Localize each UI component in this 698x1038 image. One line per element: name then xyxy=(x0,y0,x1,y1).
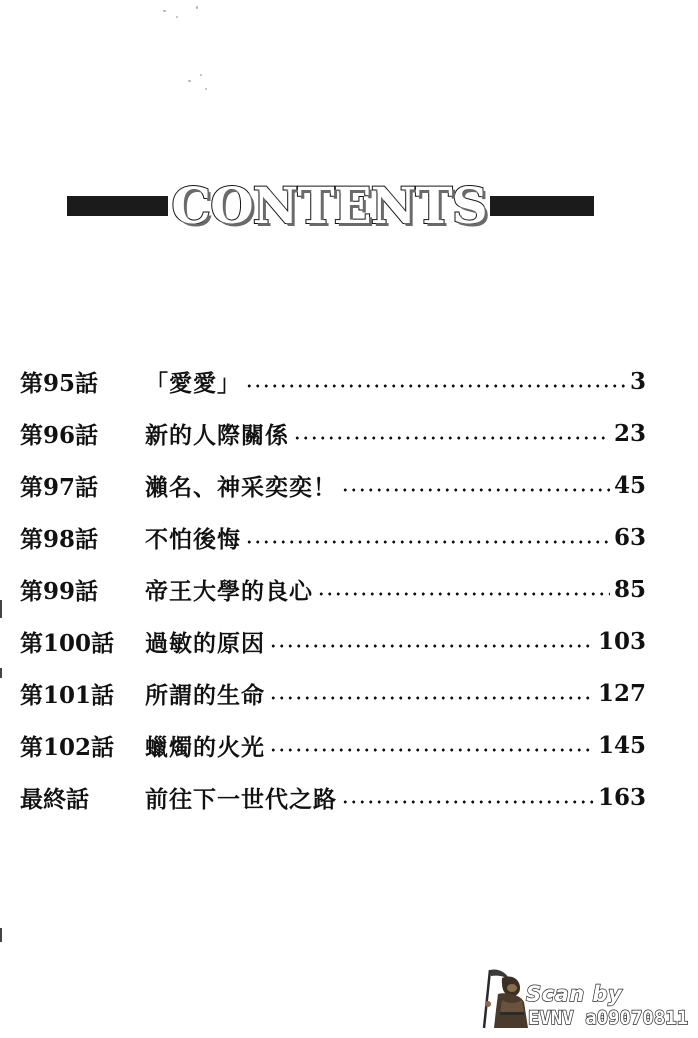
page-number: 145 xyxy=(597,731,646,759)
toc-row xyxy=(20,465,646,505)
toc-row xyxy=(20,621,646,661)
toc-row xyxy=(20,725,646,765)
chapter-title: 新的人際關係 xyxy=(145,422,289,449)
chapter-number: 第100話 xyxy=(20,629,115,657)
page-number: 3 xyxy=(629,367,646,395)
page-number: 127 xyxy=(597,679,646,707)
dot-leader xyxy=(317,592,610,596)
dot-leader xyxy=(245,384,626,388)
paper-speck xyxy=(176,16,178,18)
toc-row xyxy=(20,517,646,557)
chapter-number: 最終話 xyxy=(20,785,89,813)
chapter-title: 蠟燭的火光 xyxy=(145,734,265,761)
chapter-title: 瀨名、神采奕奕！ xyxy=(145,474,337,501)
paper-speck xyxy=(188,80,191,82)
chapter-title: 所謂的生命 xyxy=(145,682,265,709)
credit-line-scan-by: Scan by xyxy=(526,982,623,1006)
chapter-number: 第95話 xyxy=(20,369,99,397)
page-number: 63 xyxy=(613,523,646,551)
toc-row xyxy=(20,413,646,453)
edge-mark xyxy=(0,668,2,678)
page-number: 45 xyxy=(613,471,646,499)
title-box xyxy=(168,170,490,242)
chapter-number: 第98話 xyxy=(20,525,99,553)
chapter-number: 第96話 xyxy=(20,421,99,449)
page-title: CONTENTS xyxy=(171,176,487,235)
scan-credit xyxy=(476,966,690,1032)
edge-mark xyxy=(0,600,2,618)
chapter-number: 第99話 xyxy=(20,577,99,605)
toc-row xyxy=(20,361,646,401)
chapter-number: 第102話 xyxy=(20,733,115,761)
dot-leader xyxy=(341,800,594,804)
chapter-title: 「愛愛」 xyxy=(145,370,241,397)
dot-leader xyxy=(269,748,594,752)
toc-row xyxy=(20,569,646,609)
toc-row xyxy=(20,777,646,817)
paper-speck xyxy=(200,74,202,76)
chapter-number: 第101話 xyxy=(20,681,115,709)
dot-leader xyxy=(269,696,594,700)
paper-speck xyxy=(205,88,207,90)
paper-speck xyxy=(196,6,198,9)
dot-leader xyxy=(269,644,594,648)
edge-mark xyxy=(0,928,2,942)
chapter-title: 前往下一世代之路 xyxy=(145,786,337,813)
page-number: 85 xyxy=(613,575,646,603)
dot-leader xyxy=(341,488,610,492)
page-number: 23 xyxy=(613,419,646,447)
paper-speck xyxy=(163,10,166,12)
chapter-title: 帝王大學的良心 xyxy=(145,578,313,605)
chapter-title: 不怕後悔 xyxy=(145,526,241,553)
toc-row xyxy=(20,673,646,713)
chapter-title: 過敏的原因 xyxy=(145,630,265,657)
dot-leader xyxy=(293,436,610,440)
chapter-number: 第97話 xyxy=(20,473,99,501)
dot-leader xyxy=(245,540,610,544)
page-number: 103 xyxy=(597,627,646,655)
page-number: 163 xyxy=(597,783,646,811)
credit-line-scanner: EVNV a09070811 xyxy=(528,1007,689,1029)
